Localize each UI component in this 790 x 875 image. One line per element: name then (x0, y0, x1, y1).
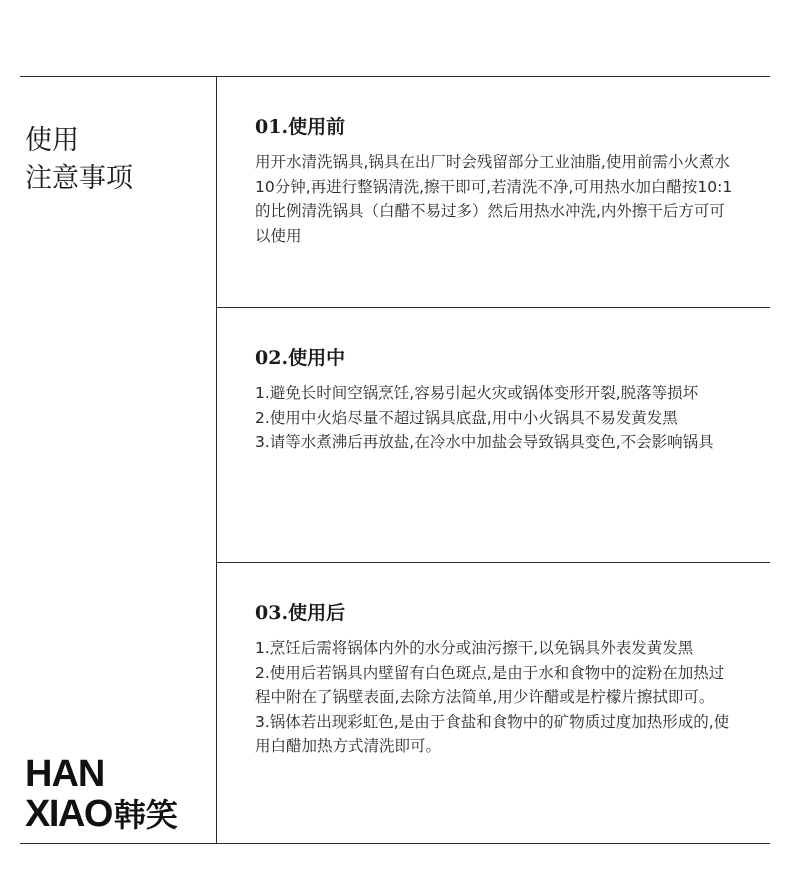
section-heading-label: 使用中 (288, 347, 346, 369)
paragraph: 3.请等水煮沸后再放盐,在冷水中加盐会导致锅具变色,不会影响锅具 (255, 433, 714, 451)
paragraph: 2.使用中火焰尽量不超过锅具底盘,用中小火锅具不易发黄发黑 (255, 408, 678, 427)
section-during-use (255, 345, 735, 455)
section-body (255, 636, 735, 759)
brand-logo-cn: 韩笑 (113, 796, 178, 834)
page-title-line2: 注意事项 (25, 163, 133, 194)
section-heading (255, 600, 735, 626)
paragraph: 3.锅体若出现彩虹色,是由于食盐和食物中的矿物质过度加热形成的,使用白醋加热方式清洗即可。 (255, 712, 730, 755)
section-heading (255, 345, 735, 371)
brand-logo (25, 754, 178, 835)
section-divider-1 (216, 307, 770, 308)
section-divider-2 (216, 562, 770, 563)
section-number: 01. (255, 116, 289, 138)
top-divider (20, 76, 770, 77)
paragraph: 用开水清洗锅具,锅具在出厂时会残留部分工业油脂,使用前需小火煮水10分钟,再进行整锅清洗,擦干即可,若清洗不净,可用热水加白醋按10:1的比例清洗锅具（白醋不易过多）然后用热水冲洗,内外擦干后方可可以使用 (255, 153, 733, 245)
brand-logo-en: XIAO (25, 793, 112, 835)
brand-logo-line1: HAN (25, 753, 105, 795)
section-after-use (255, 600, 735, 759)
paragraph: 1.避免长时间空锅烹饪,容易引起火灾或锅体变形开裂,脱落等损坏 (255, 384, 699, 402)
page-title (25, 122, 133, 198)
bottom-divider (20, 843, 770, 844)
section-number: 03. (255, 602, 289, 624)
section-number: 02. (255, 347, 289, 369)
page-title-line1: 使用 (25, 125, 79, 156)
column-divider (216, 76, 217, 843)
section-before-use (255, 114, 735, 248)
section-body (255, 381, 735, 455)
section-heading-label: 使用前 (288, 116, 346, 138)
paragraph: 2.使用后若锅具内壁留有白色斑点,是由于水和食物中的淀粉在加热过程中附在了锅壁表面,去除方法简单,用少许醋或是柠檬片擦拭即可。 (255, 663, 725, 706)
brand-logo-line2 (25, 794, 178, 835)
section-body (255, 150, 735, 248)
section-heading-label: 使用后 (288, 602, 346, 624)
paragraph: 1.烹饪后需将锅体内外的水分或油污擦干,以免锅具外表发黄发黑 (255, 639, 694, 657)
section-heading (255, 114, 735, 140)
